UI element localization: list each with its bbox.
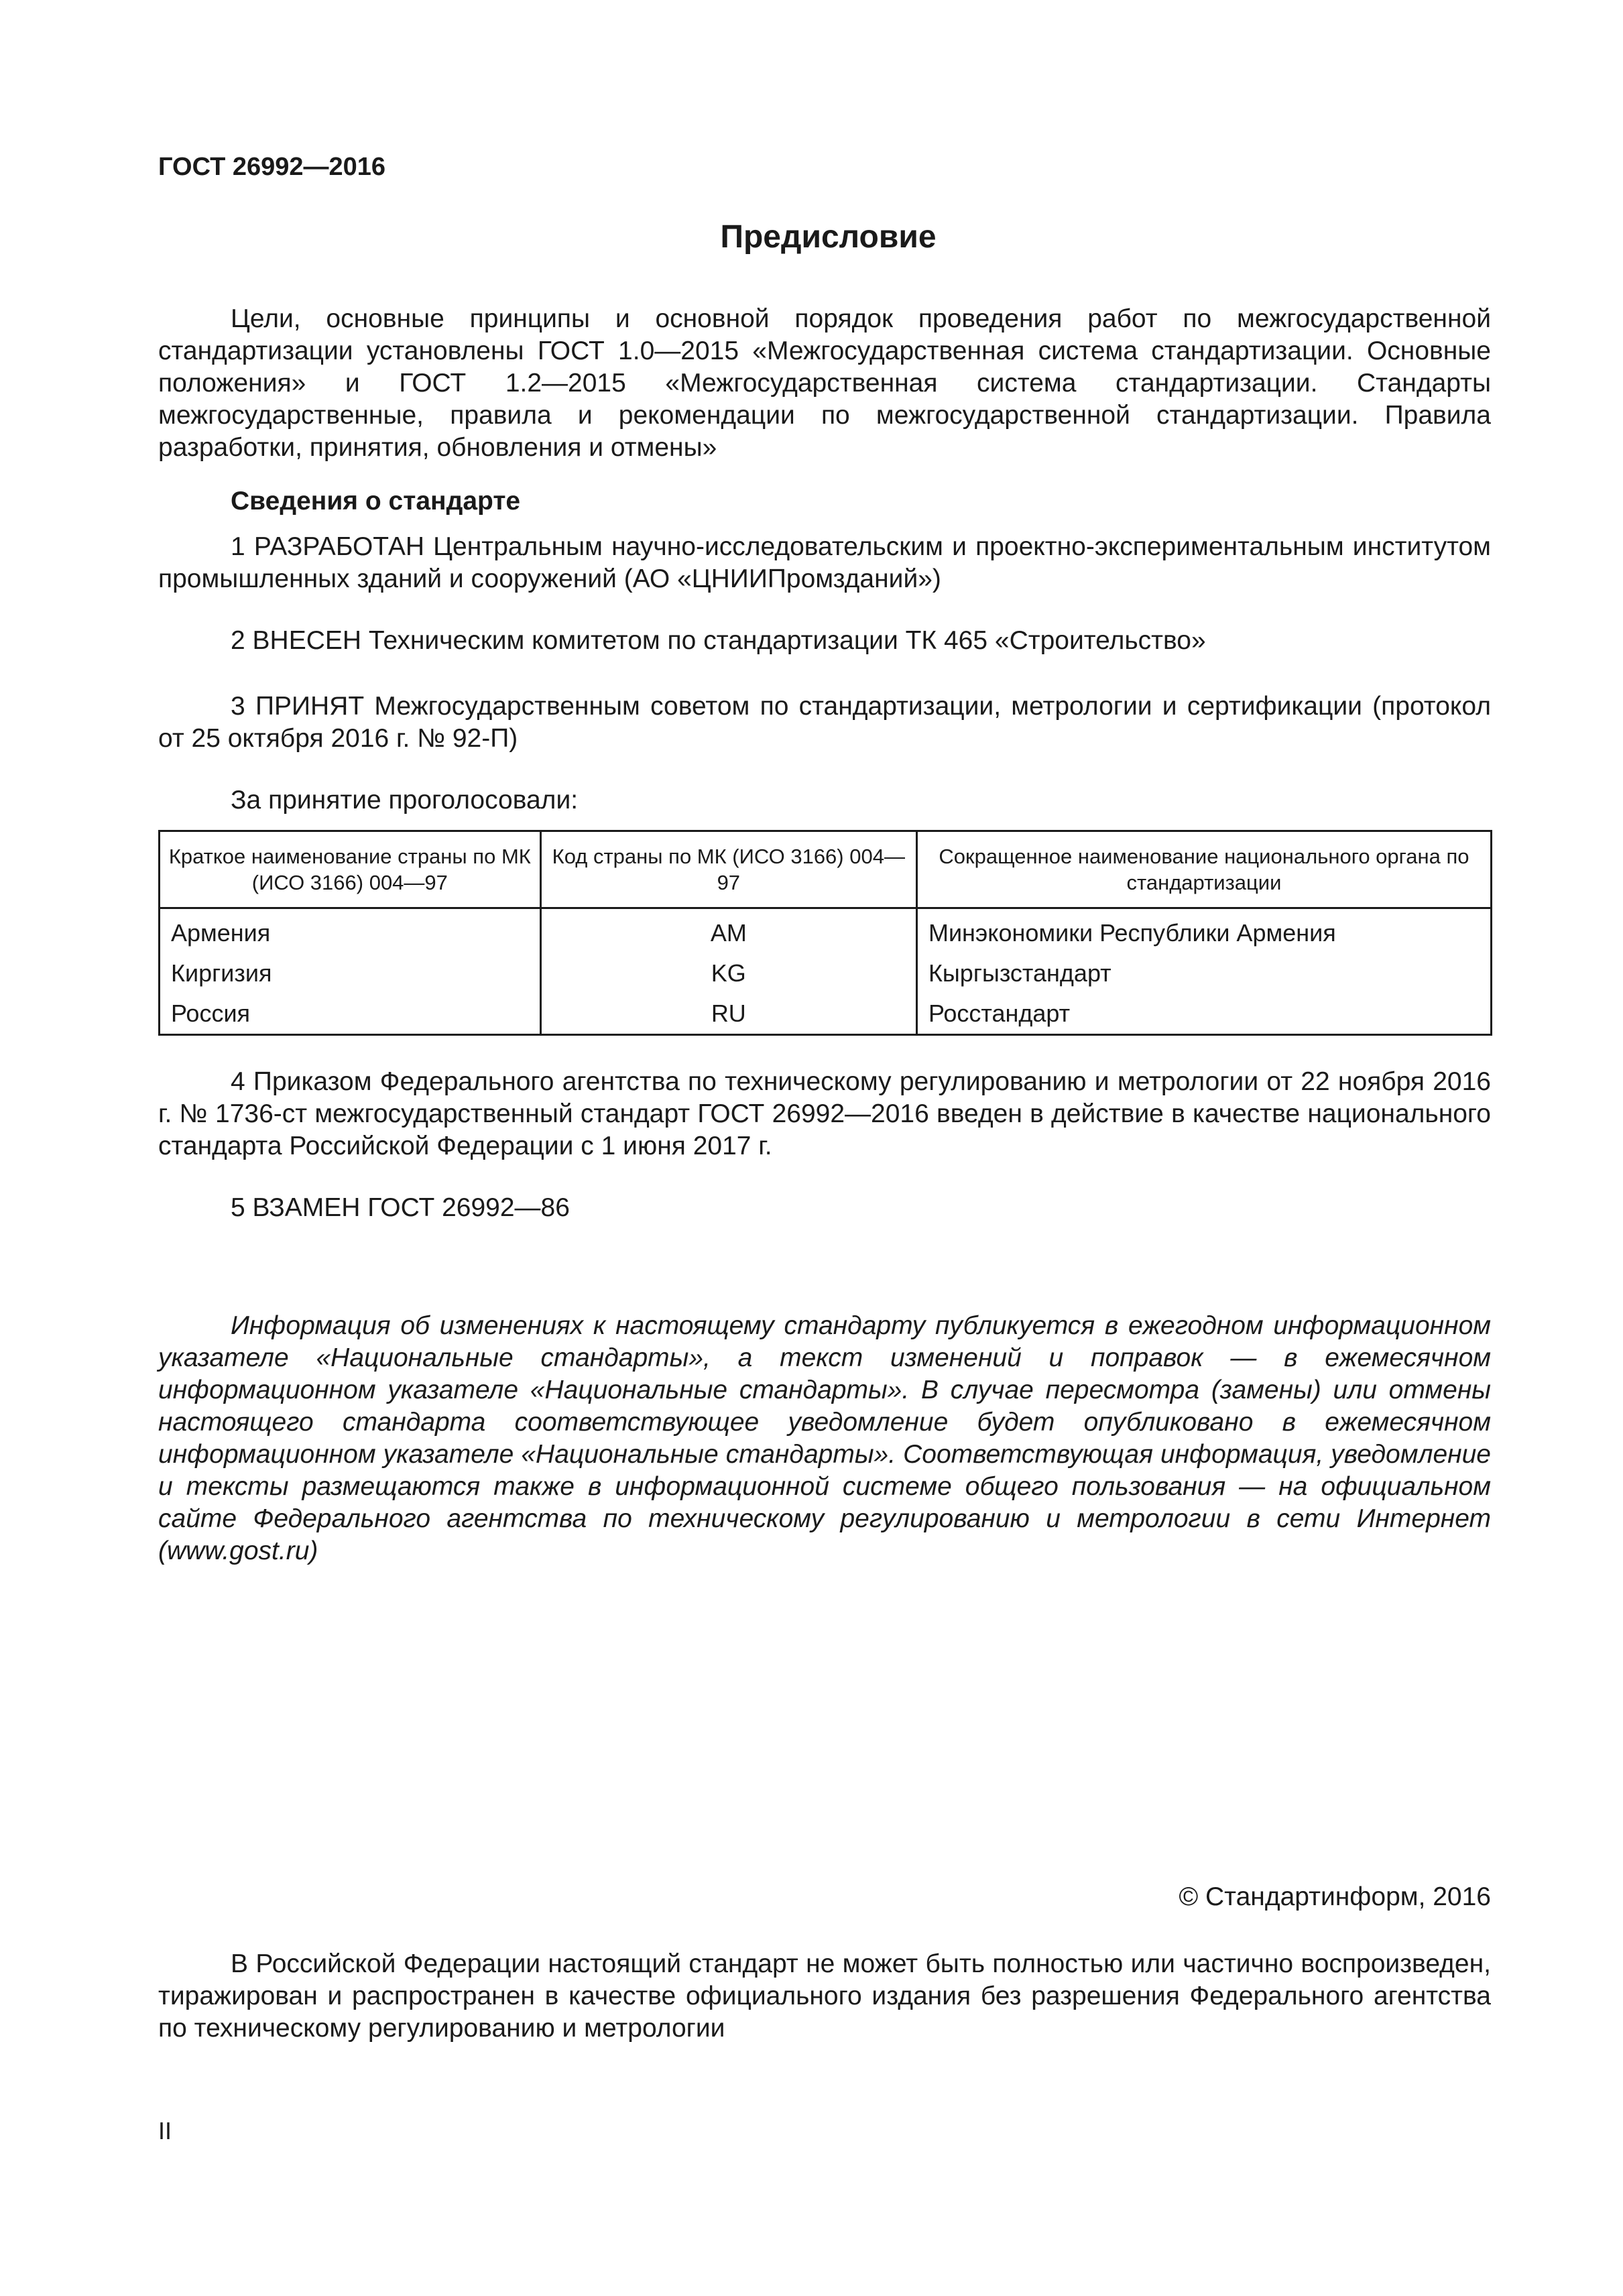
table-row: [160, 953, 1492, 993]
table-row: [160, 908, 1492, 954]
page-title: Предисловие: [720, 219, 937, 255]
cell-country: Киргизия: [160, 953, 541, 993]
cell-body: Минэкономики Республики Армения: [916, 908, 1491, 954]
item-developed: 1 РАЗРАБОТАН Центральным научно-исследовательским и проектно-экспериментальным институтом промышленных зданий и сооружений (АО «ЦНИИПромзданий»): [158, 532, 1491, 593]
header-national-body: Сокращенное наименование национального органа по стандартизации: [916, 831, 1491, 908]
document-code: ГОСТ 26992—2016: [158, 153, 386, 181]
cell-code: KG: [540, 953, 916, 993]
header-country-name: Краткое наименование страны по МК (ИСО 3166) 004—97: [160, 831, 541, 908]
info-notice: Информация об изменениях к настоящему стандарту публикуется в ежегодном информационном указателе «Национальные стандарты», а текст изменений и поправок — в ежемесячном информационном указателе «Национальные стандарты». В случае пересмотра (замены) или отмены настоящего стандарта соответствующее уведомление будет опубликовано в ежемесячном информационном указателе «Национальные стандарты». Соответствующая информация, уведомление и тексты размещаются также в информационной системе общего пользования — на официальном сайте Федерального агентства по техническому регулированию и метрологии в сети Интернет (www.gost.ru): [158, 1311, 1491, 1565]
votes-table: [158, 830, 1492, 1036]
intro-paragraph: Цели, основные принципы и основной порядок проведения работ по межгосударственной стандартизации установлены ГОСТ 1.0—2015 «Межгосударственная система стандартизации. Основные положения» и ГОСТ 1.2—2015 «Межгосударственная система стандартизации. Стандарты межгосударственные, правила и рекомендации по межгосударственной стандартизации. Правила разработки, принятия, обновления и отмены»: [158, 304, 1491, 462]
table-row: [160, 993, 1492, 1035]
cell-country: Армения: [160, 908, 541, 954]
header-country-code: Код страны по МК (ИСО 3166) 004—97: [540, 831, 916, 908]
votes-label: За принятие проголосовали:: [231, 786, 579, 814]
cell-country: Россия: [160, 993, 541, 1035]
item-order: 4 Приказом Федерального агентства по техническому регулированию и метрологии от 22 ноября 2016 г. № 1736-ст межгосударственный стандарт ГОСТ 26992—2016 введен в действие в качестве национального стандарта Российской Федерации с 1 июня 2017 г.: [158, 1067, 1491, 1160]
page-number: II: [158, 2117, 172, 2144]
rights-notice: В Российской Федерации настоящий стандарт не может быть полностью или частично воспроизведен, тиражирован и распространен в качестве официального издания без разрешения Федерального агентства по техническому регулированию и метрологии: [158, 1949, 1491, 2043]
cell-body: Росстандарт: [916, 993, 1491, 1035]
copyright: © Стандартинформ, 2016: [1179, 1882, 1491, 1911]
cell-code: AM: [540, 908, 916, 954]
section-heading: Сведения о стандарте: [231, 487, 521, 516]
item-introduced: 2 ВНЕСЕН Техническим комитетом по стандартизации ТК 465 «Строительство»: [231, 626, 1206, 655]
item-replaces: 5 ВЗАМЕН ГОСТ 26992—86: [231, 1193, 570, 1222]
cell-code: RU: [540, 993, 916, 1035]
table-header-row: [160, 831, 1492, 908]
cell-body: Кыргызстандарт: [916, 953, 1491, 993]
item-adopted: 3 ПРИНЯТ Межгосударственным советом по стандартизации, метрологии и сертификации (протокол от 25 октября 2016 г. № 92-П): [158, 692, 1491, 753]
